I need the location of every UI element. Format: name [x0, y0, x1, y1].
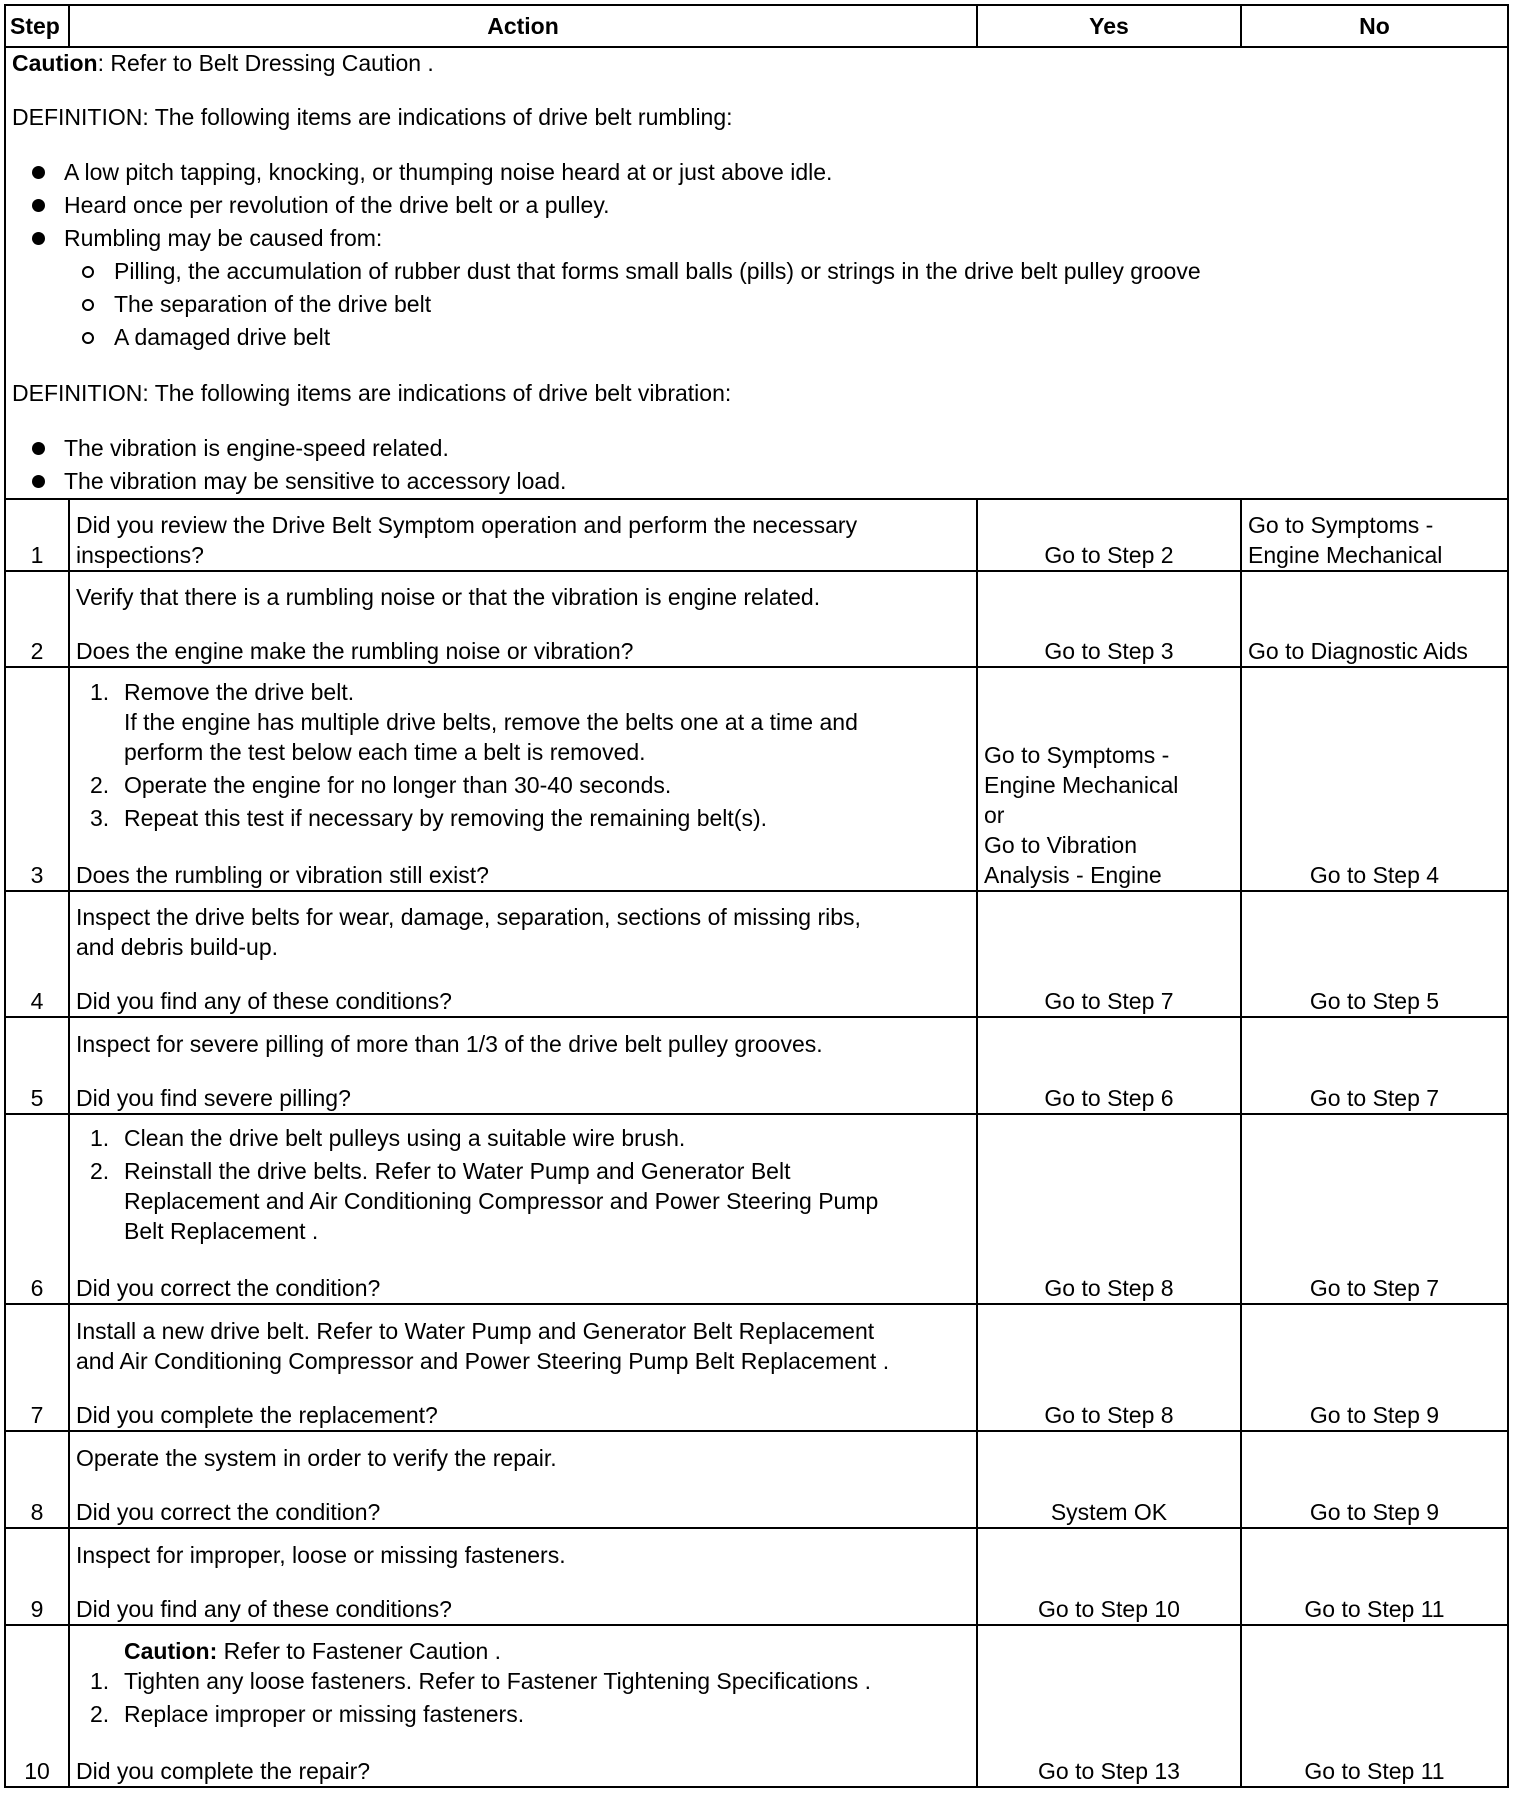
list-item: The vibration may be sensitive to accessory load.: [32, 465, 1501, 498]
action-cell: Install a new drive belt. Refer to Water Pump and Generator Belt Replacement and Air Conditioning Compressor and Power Steering Pump Belt Replacement . Did you complete the replacement?: [69, 1304, 977, 1431]
table-row: [5, 667, 1508, 891]
yes-cell: System OK: [977, 1431, 1241, 1528]
bullet-icon: [32, 166, 45, 179]
list-item: 2. Reinstall the drive belts. Refer to Water Pump and Generator Belt Replacement and Air Conditioning Compressor and Power Steering Pump Belt Replacement .: [90, 1158, 879, 1244]
list-item: 1. Remove the drive belt. If the engine has multiple drive belts, remove the belts one at a time and perform the test below each time a belt is removed.: [90, 679, 858, 765]
step-number: 8: [5, 1431, 69, 1528]
list-item: 1. Clean the drive belt pulleys using a suitable wire brush.: [90, 1125, 686, 1151]
circle-bullet-icon: [82, 266, 94, 278]
numbered-list: [76, 1123, 970, 1246]
table-row: [5, 499, 1508, 571]
no-cell: Go to Step 9: [1241, 1304, 1508, 1431]
list-item: 2. Operate the engine for no longer than 30-40 seconds.: [90, 772, 672, 798]
yes-cell: Go to Step 13: [977, 1625, 1241, 1787]
no-cell: Go to Step 4: [1241, 667, 1508, 891]
list-item: Rumbling may be caused from: Pilling, the accumulation of rubber dust that forms small balls (pills) or strings in the drive belt pulley groove The separation of the drive belt A damaged drive belt: [32, 222, 1501, 354]
numbered-list: [76, 677, 970, 833]
list-item: The vibration is engine-speed related.: [32, 432, 1501, 465]
caution-text: : Refer to Belt Dressing Caution .: [97, 50, 434, 76]
rumbling-cause-list: [64, 255, 1501, 354]
numbered-list: [76, 1666, 970, 1729]
yes-cell: Go to Step 3: [977, 571, 1241, 667]
action-cell: Inspect for severe pilling of more than 1/3 of the drive belt pulley grooves. Did you find severe pilling?: [69, 1017, 977, 1114]
definition-rumbling: DEFINITION: The following items are indications of drive belt rumbling:: [12, 104, 733, 130]
step-number: 9: [5, 1528, 69, 1625]
no-cell: Go to Step 5: [1241, 891, 1508, 1017]
vibration-bullet-list: [12, 432, 1501, 498]
list-item: Heard once per revolution of the drive belt or a pulley.: [32, 189, 1501, 222]
action-cell: 1. Clean the drive belt pulleys using a suitable wire brush. 2. Reinstall the drive belts. Refer to Water Pump and Generator Belt Replacement and Air Conditioning Compressor and Power Steering Pump Belt Replacement . Did you correct the condition?: [69, 1114, 977, 1304]
table-row: [5, 1625, 1508, 1787]
list-item: Pilling, the accumulation of rubber dust that forms small balls (pills) or strings in the drive belt pulley groove: [82, 255, 1501, 288]
table-row: [5, 1017, 1508, 1114]
table-row: [5, 1114, 1508, 1304]
step-number: 10: [5, 1625, 69, 1787]
yes-cell: Go to Step 10: [977, 1528, 1241, 1625]
action-cell: Caution: Refer to Fastener Caution . 1. Tighten any loose fasteners. Refer to Fastener Tightening Specifications . 2. Replace improper or missing fasteners. Did you complete the repair?: [69, 1625, 977, 1787]
action-cell: 1. Remove the drive belt. If the engine has multiple drive belts, remove the belts one at a time and perform the test below each time a belt is removed. 2. Operate the engine for no longer than 30-40 seconds. 3. Repeat this test if necessary by removing the remaining belt(s). Does the rumbling or vibration still exist?: [69, 667, 977, 891]
table-row: [5, 1528, 1508, 1625]
yes-cell: Go to Step 7: [977, 891, 1241, 1017]
no-cell: Go to Step 11: [1241, 1528, 1508, 1625]
diagnostic-document: [4, 4, 1507, 1788]
yes-cell: Go to Step 8: [977, 1114, 1241, 1304]
rumbling-bullet-list: [12, 156, 1501, 354]
header-action: Action: [69, 5, 977, 47]
action-cell: Inspect the drive belts for wear, damage, separation, sections of missing ribs, and debris build-up. Did you find any of these conditions?: [69, 891, 977, 1017]
step-number: 3: [5, 667, 69, 891]
header-step: Step: [5, 5, 69, 47]
action-cell: Operate the system in order to verify the repair. Did you correct the condition?: [69, 1431, 977, 1528]
bullet-icon: [32, 442, 45, 455]
list-item: The separation of the drive belt: [82, 288, 1501, 321]
step-number: 5: [5, 1017, 69, 1114]
list-item: A damaged drive belt: [82, 321, 1501, 354]
table-row: [5, 571, 1508, 667]
no-cell: Go to Step 7: [1241, 1114, 1508, 1304]
list-item: 1. Tighten any loose fasteners. Refer to Fastener Tightening Specifications .: [90, 1668, 872, 1694]
step-number: 6: [5, 1114, 69, 1304]
intro-caution: [12, 48, 1501, 78]
no-cell: Go to Diagnostic Aids: [1241, 571, 1508, 667]
no-cell: Go to Step 7: [1241, 1017, 1508, 1114]
no-cell: Go to Step 9: [1241, 1431, 1508, 1528]
yes-cell: Go to Step 2: [977, 499, 1241, 571]
step-number: 4: [5, 891, 69, 1017]
intro-row: [5, 47, 1508, 499]
intro-cell: [5, 47, 1508, 499]
header-no: No: [1241, 5, 1508, 47]
bullet-icon: [32, 199, 45, 212]
circle-bullet-icon: [82, 299, 94, 311]
no-cell: Go to Symptoms - Engine Mechanical: [1241, 499, 1508, 571]
no-cell: Go to Step 11: [1241, 1625, 1508, 1787]
caution-label: Caution: [12, 50, 98, 76]
list-item: 3. Repeat this test if necessary by removing the remaining belt(s).: [90, 805, 768, 831]
table-row: [5, 1431, 1508, 1528]
bullet-icon: [32, 232, 45, 245]
circle-bullet-icon: [82, 332, 94, 344]
yes-cell: Go to Step 6: [977, 1017, 1241, 1114]
bullet-icon: [32, 475, 45, 488]
fastener-caution: Caution: Refer to Fastener Caution .: [124, 1638, 502, 1664]
action-cell: Inspect for improper, loose or missing fasteners. Did you find any of these conditions?: [69, 1528, 977, 1625]
table-row: [5, 1304, 1508, 1431]
table-header-row: [5, 5, 1508, 47]
header-yes: Yes: [977, 5, 1241, 47]
step-number: 2: [5, 571, 69, 667]
table-row: [5, 891, 1508, 1017]
action-cell: Verify that there is a rumbling noise or that the vibration is engine related. Does the engine make the rumbling noise or vibration?: [69, 571, 977, 667]
yes-cell: Go to Symptoms - Engine Mechanical or Go to Vibration Analysis - Engine: [977, 667, 1241, 891]
list-item: A low pitch tapping, knocking, or thumping noise heard at or just above idle.: [32, 156, 1501, 189]
step-number: 1: [5, 499, 69, 571]
yes-cell: Go to Step 8: [977, 1304, 1241, 1431]
diagnostic-table: [4, 4, 1509, 1788]
list-item: 2. Replace improper or missing fasteners.: [90, 1701, 525, 1727]
definition-vibration: DEFINITION: The following items are indications of drive belt vibration:: [12, 380, 732, 406]
step-number: 7: [5, 1304, 69, 1431]
action-cell: Did you review the Drive Belt Symptom operation and perform the necessary inspections?: [69, 499, 977, 571]
